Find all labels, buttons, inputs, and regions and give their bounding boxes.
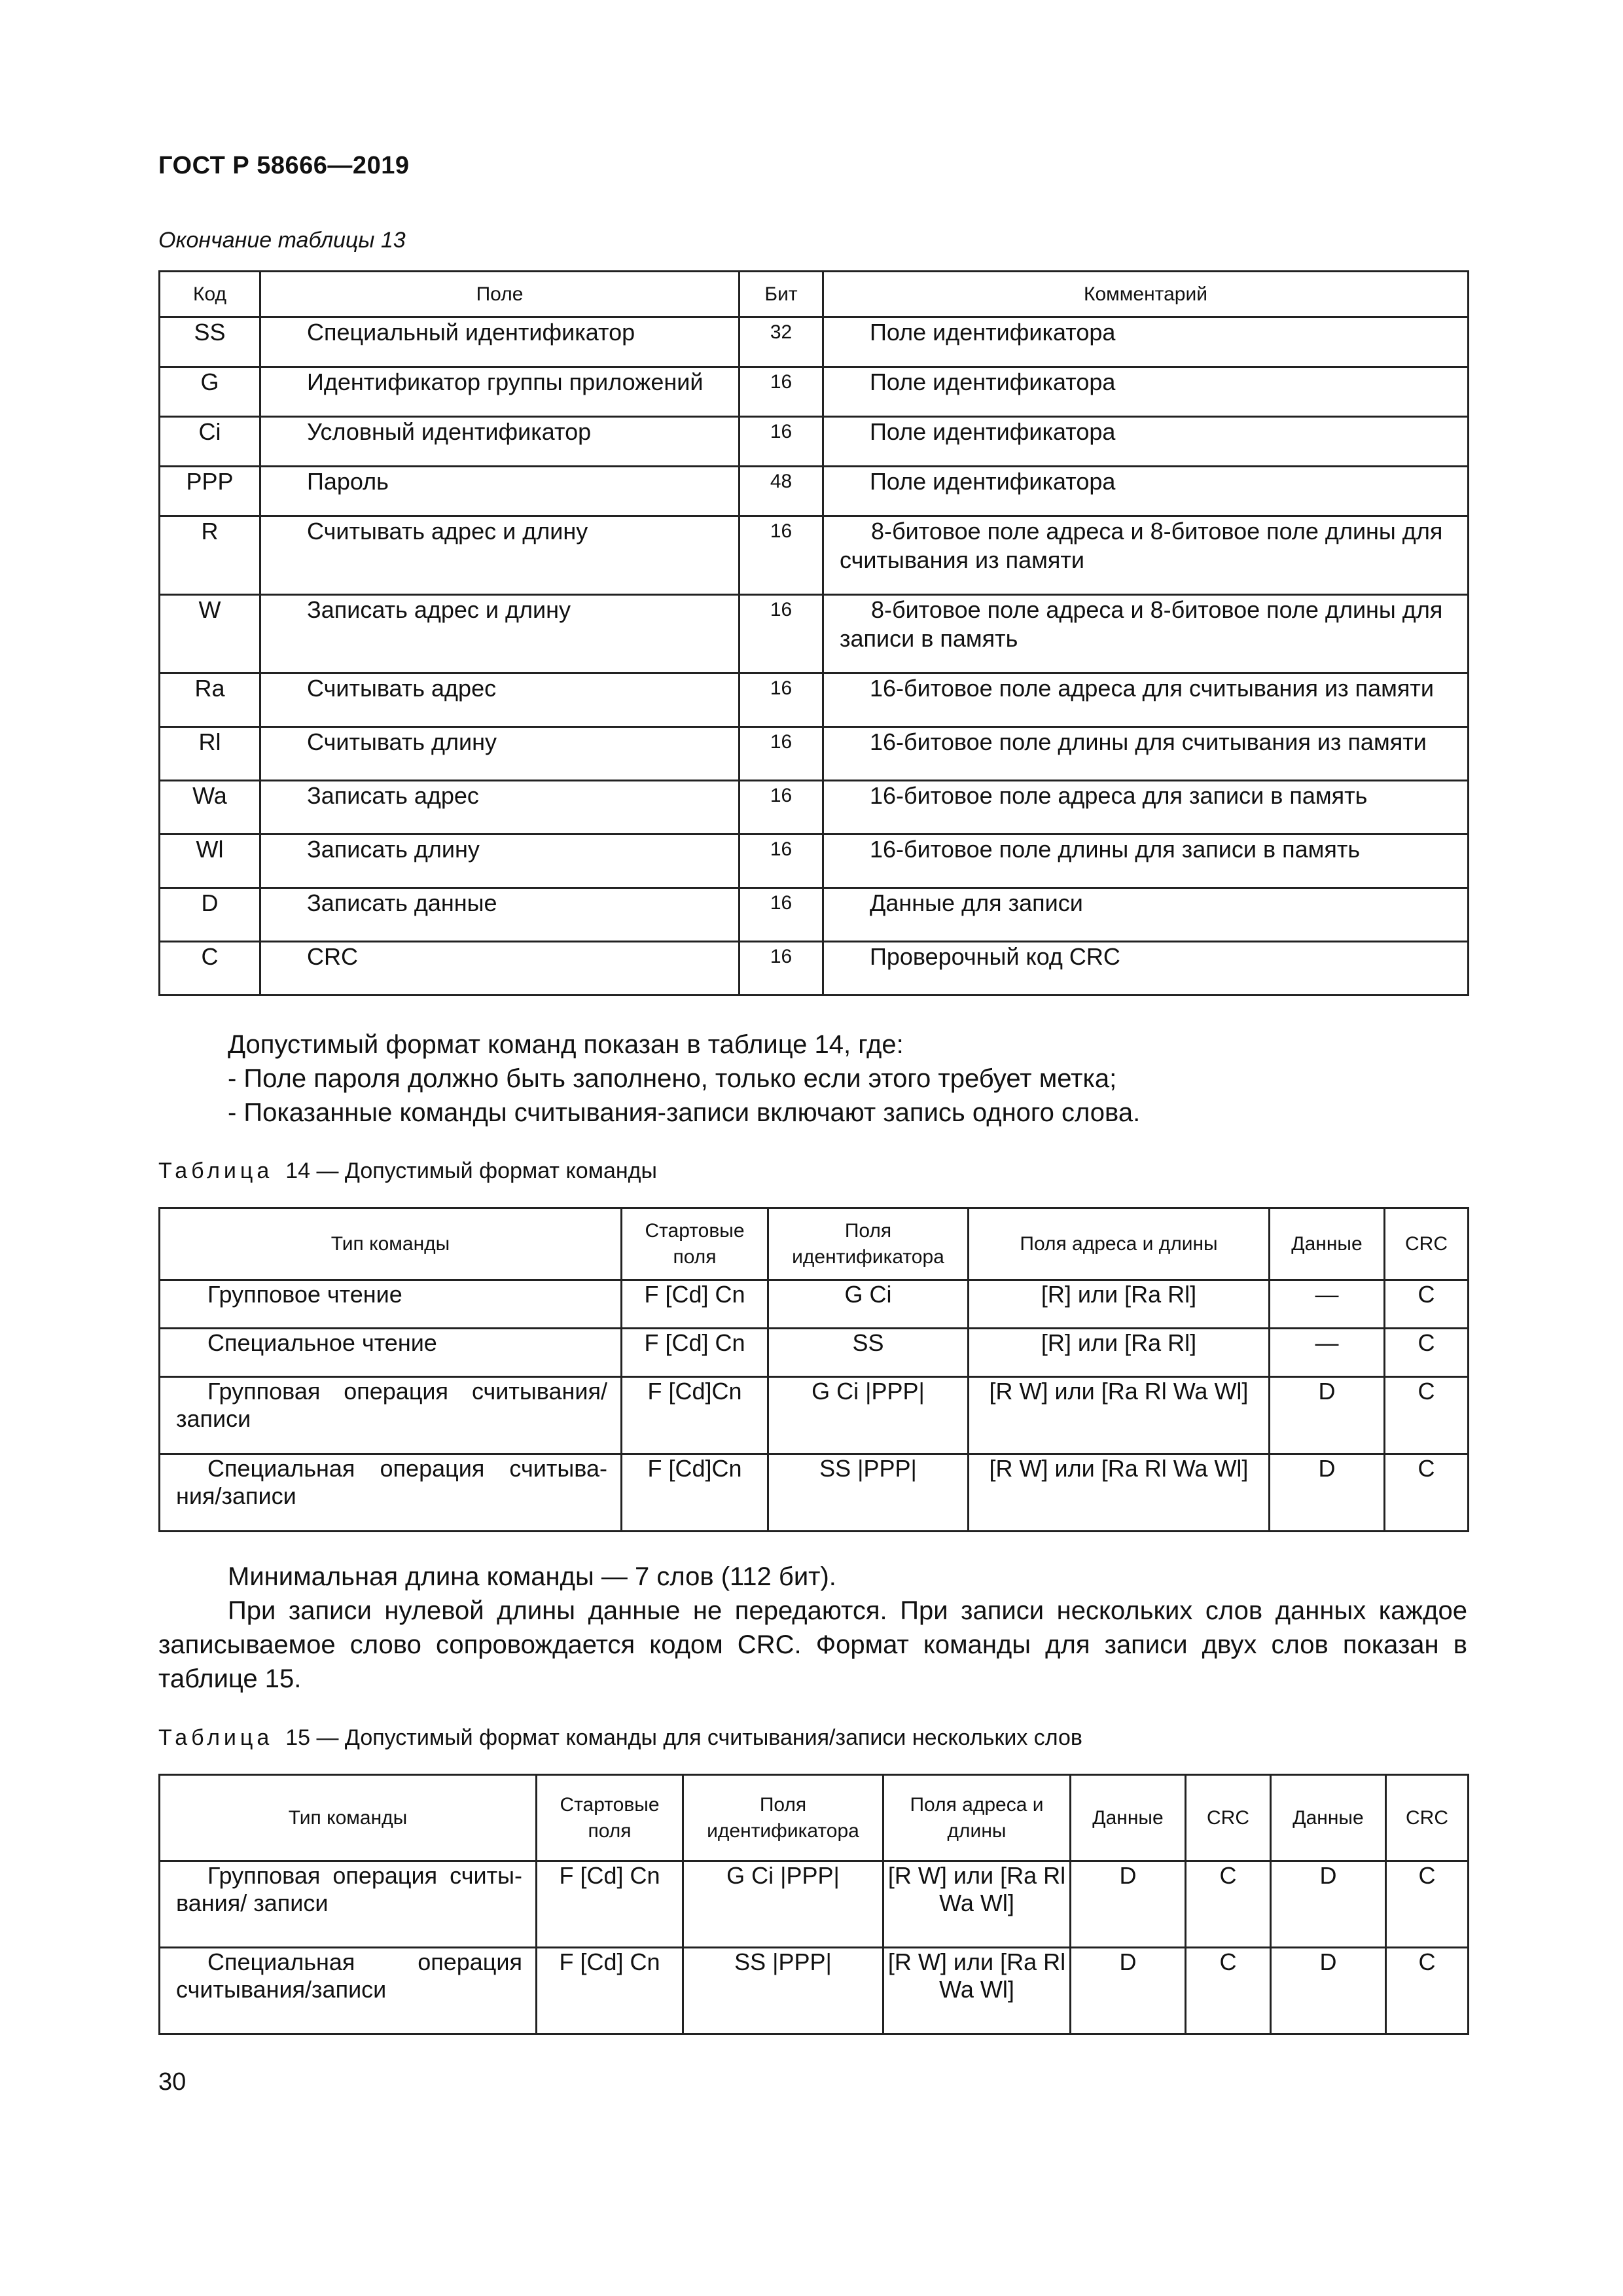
t14-data: D [1270,1377,1385,1454]
t15-type: Специальная операция считывания/записи [160,1948,537,2034]
table-row [160,516,1469,595]
t13-comment: 16-битовое поле длины для считывания из памяти [823,727,1469,781]
t15-col-crc2: CRC [1386,1775,1469,1861]
t13-field: Считывать адрес и длину [260,516,740,595]
t13-comment: 16-битовое поле адреса для считывания из памяти [823,673,1469,727]
table-13 [158,270,1469,996]
t15-crc1: C [1186,1948,1271,2034]
t15-col-id: Поля идентификатора [683,1775,883,1861]
table-row [160,417,1469,467]
t15-type: Групповая операция считы-вания/ записи [160,1861,537,1948]
paragraph-min-length [158,1560,1467,1696]
t15-crc2: C [1386,1861,1469,1948]
t15-col-data2: Данные [1271,1775,1386,1861]
t13-col-comment: Комментарий [823,272,1469,317]
table-row [160,888,1469,942]
t14-data: — [1270,1329,1385,1377]
t15-id: SS |PPP| [683,1948,883,2034]
t14-addr: [R W] или [Ra Rl Wa Wl] [969,1454,1270,1532]
t13-bits: 16 [740,888,823,942]
table-row [160,467,1469,516]
t13-field: Записать адрес и длину [260,595,740,673]
t14-addr: [R] или [Ra Rl] [969,1329,1270,1377]
t13-field: Условный идентификатор [260,417,740,467]
t13-field: Идентификатор группы приложений [260,367,740,417]
t15-data1: D [1071,1948,1186,2034]
t13-col-code: Код [160,272,260,317]
t13-code: W [160,595,260,673]
t15-col-data1: Данные [1071,1775,1186,1861]
t13-code: C [160,942,260,996]
table-row [160,781,1469,834]
t14-col-type: Тип команды [160,1208,622,1280]
t13-col-field: Поле [260,272,740,317]
t13-comment: 8-битовое поле адреса и 8-битовое поле длины для считывания из памяти [823,516,1469,595]
t13-code: Rl [160,727,260,781]
t13-field: CRC [260,942,740,996]
t13-field: Записать данные [260,888,740,942]
para2-line2: При записи нулевой длины данные не передаются. При записи нескольких слов данных каждое записываемое слово сопровождается кодом CRC. Формат команды для записи двух слов показан в таблице 15. [158,1596,1467,1693]
table14-caption [158,1158,657,1184]
table-row [160,595,1469,673]
t13-comment: Данные для записи [823,888,1469,942]
t15-crc1: C [1186,1861,1271,1948]
table-row [160,1280,1469,1329]
t15-col-addr: Поля адреса и длины [883,1775,1071,1861]
table-15 [158,1774,1469,2035]
t13-code: PPP [160,467,260,516]
t15-col-crc1: CRC [1186,1775,1271,1861]
t14-col-data: Данные [1270,1208,1385,1280]
t14-data: D [1270,1454,1385,1532]
t14-col-id: Поля идентификатора [768,1208,969,1280]
t13-col-bits: Бит [740,272,823,317]
t14-crc: C [1385,1280,1469,1329]
t14-col-addr: Поля адреса и длины [969,1208,1270,1280]
t13-code: Ci [160,417,260,467]
t14-id: SS |PPP| [768,1454,969,1532]
t13-bits: 16 [740,942,823,996]
t13-comment: Поле идентификатора [823,467,1469,516]
t13-bits: 16 [740,834,823,888]
t13-bits: 16 [740,367,823,417]
t13-comment: Поле идентификатора [823,317,1469,367]
t14-id: G Ci [768,1280,969,1329]
t15-data2: D [1271,1948,1386,2034]
t14-start: F [Cd]Cn [622,1377,768,1454]
para1-line2: - Поле пароля должно быть заполнено, только если этого требует метка; [228,1064,1117,1093]
para1-line3: - Показанные команды считывания-записи включают запись одного слова. [228,1098,1141,1127]
t14-data: — [1270,1280,1385,1329]
t14-crc: C [1385,1454,1469,1532]
t13-field: Записать длину [260,834,740,888]
t14-addr: [R] или [Ra Rl] [969,1280,1270,1329]
t14-crc: C [1385,1377,1469,1454]
table-row [160,1454,1469,1532]
t13-comment: Поле идентификатора [823,367,1469,417]
t13-bits: 16 [740,595,823,673]
t15-start: F [Cd] Cn [537,1861,683,1948]
table-row [160,367,1469,417]
t13-code: Wa [160,781,260,834]
t14-start: F [Cd]Cn [622,1454,768,1532]
table13-caption: Окончание таблицы 13 [158,228,406,253]
table15-caption-prefix: Таблица [158,1725,274,1750]
table-row [160,673,1469,727]
t14-id: G Ci |PPP| [768,1377,969,1454]
t15-col-start: Стартовые поля [537,1775,683,1861]
t13-bits: 48 [740,467,823,516]
table-row [160,727,1469,781]
t13-field: Пароль [260,467,740,516]
t15-addr: [R W] или [Ra Rl Wa Wl] [883,1948,1071,2034]
t15-start: F [Cd] Cn [537,1948,683,2034]
t14-type: Специальное чтение [160,1329,622,1377]
t13-field: Считывать длину [260,727,740,781]
t15-crc2: C [1386,1948,1469,2034]
t14-type: Специальная операция считыва-ния/записи [160,1454,622,1532]
t13-bits: 16 [740,673,823,727]
table-row [160,317,1469,367]
t13-comment: 16-битовое поле адреса для записи в память [823,781,1469,834]
t15-col-type: Тип команды [160,1775,537,1861]
t15-addr: [R W] или [Ra Rl Wa Wl] [883,1861,1071,1948]
t13-code: Ra [160,673,260,727]
t14-type: Групповое чтение [160,1280,622,1329]
t14-col-crc: CRC [1385,1208,1469,1280]
t13-code: Wl [160,834,260,888]
t14-crc: C [1385,1329,1469,1377]
t14-type: Групповая операция считывания/ записи [160,1377,622,1454]
para2-line1: Минимальная длина команды — 7 слов (112 бит). [228,1562,836,1591]
t13-code: D [160,888,260,942]
t15-id: G Ci |PPP| [683,1861,883,1948]
t14-addr: [R W] или [Ra Rl Wa Wl] [969,1377,1270,1454]
t13-comment: Поле идентификатора [823,417,1469,467]
table14-caption-prefix: Таблица [158,1158,274,1183]
t15-data1: D [1071,1861,1186,1948]
table-row [160,834,1469,888]
table-14 [158,1207,1469,1532]
t14-id: SS [768,1329,969,1377]
t13-bits: 32 [740,317,823,367]
t14-start: F [Cd] Cn [622,1280,768,1329]
t13-bits: 16 [740,516,823,595]
table-row [160,942,1469,996]
t13-code: SS [160,317,260,367]
t13-bits: 16 [740,727,823,781]
t13-code: G [160,367,260,417]
page-number: 30 [158,2068,187,2096]
t13-code: R [160,516,260,595]
table-row [160,1948,1469,2034]
t13-bits: 16 [740,781,823,834]
t13-field: Считывать адрес [260,673,740,727]
table15-caption [158,1725,1082,1751]
t14-col-start: Стартовые поля [622,1208,768,1280]
table-row [160,1329,1469,1377]
para1-line1: Допустимый формат команд показан в таблице 14, где: [228,1030,904,1059]
t13-comment: Проверочный код CRC [823,942,1469,996]
t13-field: Специальный идентификатор [260,317,740,367]
t14-start: F [Cd] Cn [622,1329,768,1377]
table15-caption-text: 15 — Допустимый формат команды для считывания/записи нескольких слов [285,1725,1082,1750]
paragraph-table14-intro [158,1028,1467,1130]
t13-comment: 8-битовое поле адреса и 8-битовое поле длины для записи в память [823,595,1469,673]
t15-data2: D [1271,1861,1386,1948]
t13-comment: 16-битовое поле длины для записи в память [823,834,1469,888]
table-row [160,1377,1469,1454]
table-row [160,1861,1469,1948]
t13-bits: 16 [740,417,823,467]
t13-field: Записать адрес [260,781,740,834]
table14-caption-text: 14 — Допустимый формат команды [285,1158,657,1183]
document-header: ГОСТ Р 58666—2019 [158,152,410,179]
